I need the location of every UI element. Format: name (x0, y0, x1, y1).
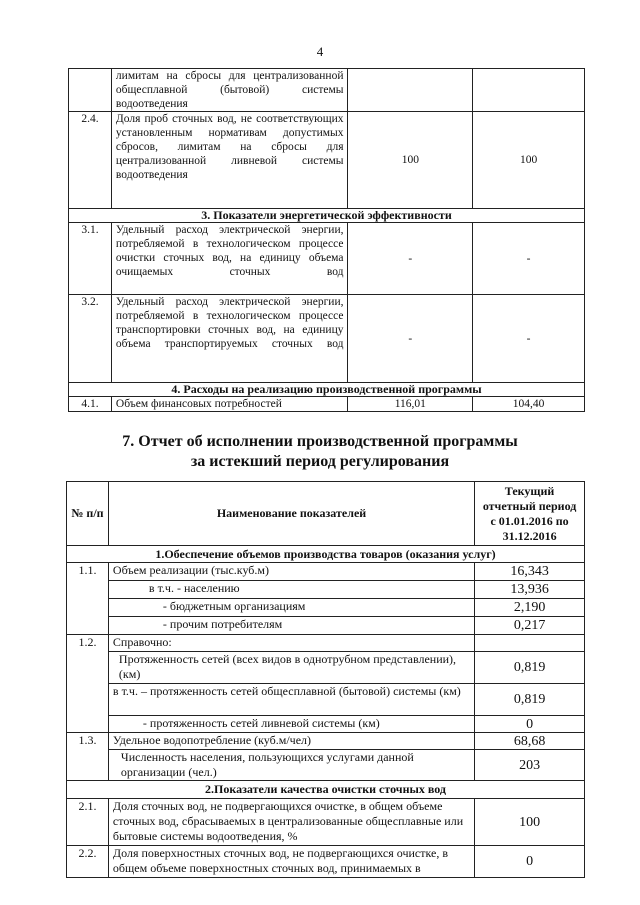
table-row (67, 635, 585, 652)
table-row (69, 112, 585, 209)
heading-line-2: за истекший период регулирования (190, 453, 450, 470)
row-number: 1.3. (67, 733, 109, 781)
row-number: 3.1. (69, 223, 112, 295)
section-title: 3. Показатели энергетической эффективности (69, 209, 585, 223)
table-row (69, 397, 585, 412)
table-row (67, 733, 585, 750)
value-cell (348, 69, 473, 112)
value-cell: 0,819 (475, 684, 585, 716)
value-cell: 116,01 (348, 397, 473, 412)
value-cell (475, 635, 585, 652)
indicator-name: Объем реализации (тыс.куб.м) (108, 563, 474, 581)
indicator-name: Численность населения, пользующихся услугами данной организации (чел.) (108, 750, 474, 781)
value-cell: 16,343 (475, 563, 585, 581)
column-header-period: Текущий отчетный период с 01.01.2016 по 31.12.2016 (475, 482, 585, 546)
row-number: 4.1. (69, 397, 112, 412)
table-row (69, 295, 585, 383)
table-row (67, 684, 585, 716)
indicator-name: - протяженность сетей ливневой системы (км) (108, 716, 474, 733)
table-row (67, 617, 585, 635)
indicator-name: Удельный расход электрической энергии, потребляемой в технологическом процессе транспортировки сточных вод, на единицу объема транспортируемых сточных вод (111, 295, 348, 383)
value-cell: 100 (348, 112, 473, 209)
value-cell: - (348, 223, 473, 295)
section-title: 4. Расходы на реализацию производственной программы (69, 383, 585, 397)
indicator-name: Доля проб сточных вод, не соответствующих установленным нормативам допустимых сбросов, лимитам на сбросы для централизованной ливневой системы водоотведения (111, 112, 348, 209)
row-number: 2.1. (67, 799, 109, 846)
value-cell: 68,68 (475, 733, 585, 750)
indicator-name: Доля поверхностных сточных вод, не подвергающихся очистке, в общем объеме поверхностных сточных вод, принимаемых в (108, 846, 474, 878)
indicator-name: - бюджетным организациям (108, 599, 474, 617)
value-cell: - (473, 223, 585, 295)
indicator-name: в т.ч. - населению (108, 581, 474, 599)
indicator-name: Удельный расход электрической энергии, потребляемой в технологическом процессе очистки сточных вод, на единицу объема очищаемых сточных вод (111, 223, 348, 295)
value-cell: 13,936 (475, 581, 585, 599)
table-row (67, 599, 585, 617)
value-cell: 0 (475, 846, 585, 878)
row-number: 2.4. (69, 112, 112, 209)
section-heading (0, 432, 640, 472)
header-row (67, 482, 585, 546)
column-header-number: № п/п (67, 482, 109, 546)
value-cell: 2,190 (475, 599, 585, 617)
section-row (67, 781, 585, 799)
table-row (67, 716, 585, 733)
indicators-table-continued (68, 68, 585, 412)
section-row (69, 383, 585, 397)
section-title: 1.Обеспечение объемов производства товаров (оказания услуг) (67, 546, 585, 563)
section-row (67, 546, 585, 563)
column-header-name: Наименование показателей (108, 482, 474, 546)
table-row (67, 750, 585, 781)
table-row (67, 846, 585, 878)
indicator-name: лимитам на сбросы для централизованной общесплавной (бытовой) системы водоотведения (111, 69, 348, 112)
table-row (69, 223, 585, 295)
indicator-name: Объем финансовых потребностей (111, 397, 348, 412)
indicator-name: Удельное водопотребление (куб.м/чел) (108, 733, 474, 750)
value-cell: 100 (475, 799, 585, 846)
table-row (67, 799, 585, 846)
row-number: 1.2. (67, 635, 109, 733)
program-report-table (66, 481, 585, 878)
indicator-name: - прочим потребителям (108, 617, 474, 635)
indicator-name: в т.ч. – протяженность сетей общесплавной (бытовой) системы (км) (108, 684, 474, 716)
table-row (67, 652, 585, 684)
value-cell: - (473, 295, 585, 383)
value-cell: 0,217 (475, 617, 585, 635)
row-number (69, 69, 112, 112)
value-cell: 0 (475, 716, 585, 733)
table-row (67, 581, 585, 599)
value-cell: 0,819 (475, 652, 585, 684)
heading-line-1: 7. Отчет об исполнении производственной программы (122, 433, 518, 450)
indicator-name: Доля сточных вод, не подвергающихся очистке, в общем объеме сточных вод, сбрасываемых в централизованные общесплавные или бытовые системы водоотведения, % (108, 799, 474, 846)
row-number: 3.2. (69, 295, 112, 383)
table-row (69, 69, 585, 112)
table-row (67, 563, 585, 581)
value-cell (473, 69, 585, 112)
indicator-name: Справочно: (108, 635, 474, 652)
value-cell: 203 (475, 750, 585, 781)
section-title: 2.Показатели качества очистки сточных вод (67, 781, 585, 799)
value-cell: - (348, 295, 473, 383)
section-row (69, 209, 585, 223)
indicator-name: Протяженность сетей (всех видов в однотрубном представлении), (км) (108, 652, 474, 684)
value-cell: 100 (473, 112, 585, 209)
row-number: 2.2. (67, 846, 109, 878)
page-number: 4 (316, 44, 324, 59)
value-cell: 104,40 (473, 397, 585, 412)
row-number: 1.1. (67, 563, 109, 635)
